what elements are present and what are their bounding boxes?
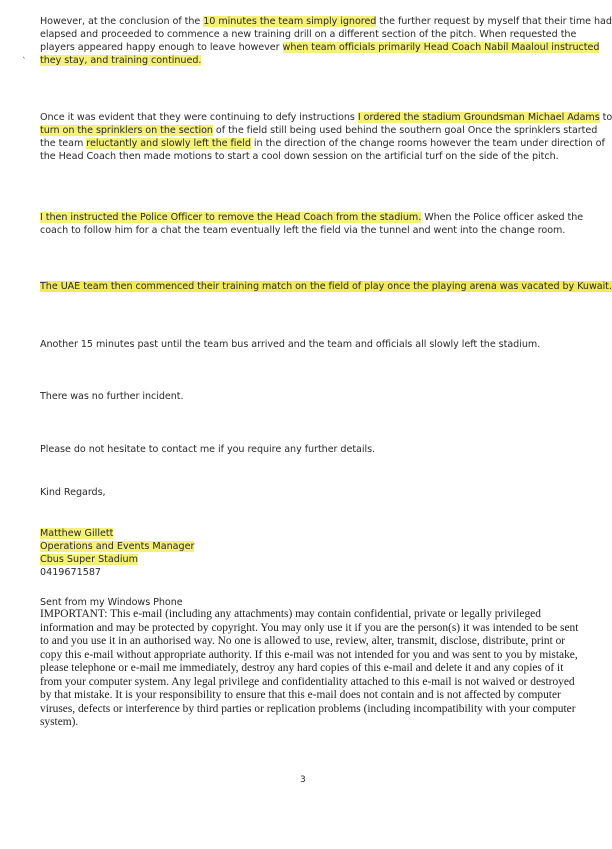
page-number: 3: [300, 775, 306, 785]
p3-text: When the Police officer asked the: [421, 212, 584, 223]
p3-line-1: [40, 211, 583, 224]
p2-text-5: in the direction of the change rooms however the team under direction of: [250, 138, 605, 149]
p3-highlight-1: I then instructed the Police Officer to remove the Head Coach from the stadium.: [40, 212, 422, 223]
p3-line-2: coach to follow him for a chat the team eventually left the field via the tunnel and went into the change room.: [40, 225, 566, 236]
signature-org: [40, 553, 138, 566]
p1-highlight-2: when team officials primarily Head Coach Nabil Maaloul instructed: [282, 42, 600, 53]
p1-line-3: [40, 41, 599, 54]
signature-name-text: Matthew Gillett: [40, 528, 114, 539]
p2-line-1: [40, 111, 612, 124]
sent-from-line: Sent from my Windows Phone: [40, 597, 183, 608]
p7-line: Please do not hesitate to contact me if you require any further details.: [40, 444, 376, 455]
signature-phone: 0419671587: [40, 567, 102, 578]
p4-line-1: [40, 280, 612, 293]
signature-name: [40, 527, 113, 540]
p4-highlight-1: The UAE team then commenced their training match on the field of play once the playing arena was vacated by Kuwait.: [40, 281, 612, 292]
margin-mark: `: [22, 57, 27, 67]
p2-highlight-2: turn on the sprinklers on the section: [40, 125, 213, 136]
p1-line-4: [40, 54, 201, 67]
p2-highlight-1: I ordered the stadium Groundsman Michael Adams: [357, 112, 600, 123]
p1-text: However, at the conclusion of the: [40, 16, 204, 27]
p1-line-1: [40, 15, 612, 28]
disclaimer-text: IMPORTANT: This e-mail (including any attachments) may contain confidential, private or legally privileged information and may be protected by copyright. You may only use it if you are the person(s) it was intended to be sent to and you use it in an authorised way. No one is allowed to use, review, alter, transmit, disclose, distribute, print or copy this e-mail without appropriate authority. If this e-mail was not intended for you and was sent to you by mistake, please telephone or e-mail me immediately, destroy any hard copies of this e-mail and delete it and any copies of it from your computer system. Any legal privilege and confidentiality attached to this e-mail is not waived or destroyed by that mistake. It is your responsibility to ensure that this e-mail does not contain and is not affected by computer viruses, defects or interference by third parties or replication problems (including incompatibility with your computer system).: [40, 608, 579, 728]
p5-line: Another 15 minutes past until the team bus arrived and the team and officials all slowly left the stadium.: [40, 339, 541, 350]
p1-line-2: elapsed and proceeded to commence a new training drill on a different section of the pitch. When requested the: [40, 29, 577, 40]
signature-org-text: Cbus Super Stadium: [40, 554, 138, 565]
signature-title: [40, 540, 194, 553]
p2-text-2: to: [599, 112, 612, 123]
p1-highlight-1: 10 minutes the team simply ignored: [203, 16, 377, 27]
p2-text: Once it was evident that they were continuing to defy instructions: [40, 112, 358, 123]
p1-text-3: players appeared happy enough to leave however: [40, 42, 283, 53]
p2-text-3: of the field still being used behind the southern goal Once the sprinklers started: [212, 125, 598, 136]
p2-line-4: the Head Coach then made motions to start a cool down session on the artificial turf on the side of the pitch.: [40, 151, 559, 162]
p6-line: There was no further incident.: [40, 391, 184, 402]
p2-text-4: the team: [40, 138, 87, 149]
p2-line-3: [40, 137, 605, 150]
p2-highlight-3: reluctantly and slowly left the field: [86, 138, 251, 149]
closing-line: Kind Regards,: [40, 487, 106, 498]
p1-highlight-3: they stay, and training continued.: [40, 55, 202, 66]
p1-text-2: the further request by myself that their time had: [376, 16, 612, 27]
p2-line-2: [40, 124, 597, 137]
signature-title-text: Operations and Events Manager: [40, 541, 195, 552]
